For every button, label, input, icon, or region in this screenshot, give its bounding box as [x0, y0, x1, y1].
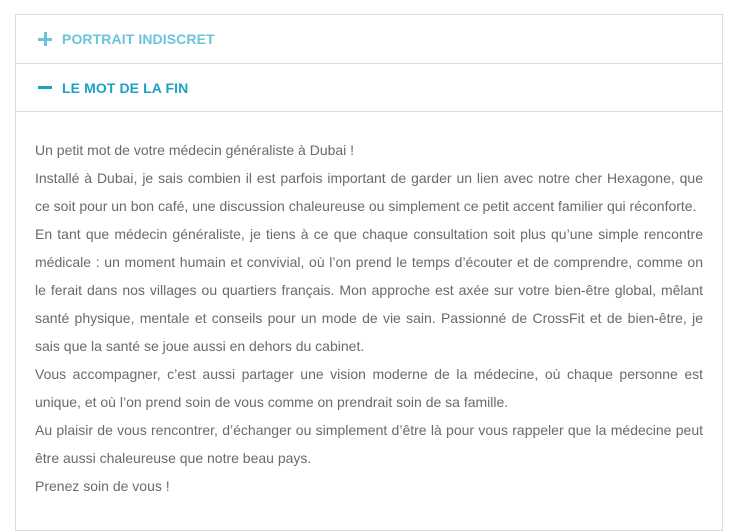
- accordion-header-portrait-indiscret[interactable]: [16, 15, 722, 64]
- paragraph-closing: Prenez soin de vous !: [35, 478, 170, 494]
- accordion-header-le-mot-de-la-fin[interactable]: [16, 64, 722, 112]
- paragraph-approche: En tant que médecin généraliste, je tiens à ce que chaque consultation soit plus qu’une simple rencontre médicale : un moment humain et convivial, où l’on prend le temps d’écouter et de comprendre, comme on le ferait dans nos villages ou quartiers français. Mon approche est axée sur votre bien-être global, mêlant santé physique, mentale et conseils pour un mode de vie sain. Passionné de CrossFit et de bien-être, je sais que la santé se joue aussi en dehors du cabinet.: [35, 226, 703, 354]
- minus-icon: [38, 81, 52, 95]
- paragraph-plaisir: Au plaisir de vous rencontrer, d’échanger ou simplement d’être là pour vous rappeler que la médecine peut être aussi chaleureuse que notre beau pays.: [35, 422, 703, 466]
- accordion-panel-le-mot-de-la-fin: [16, 112, 722, 531]
- paragraph-intro: Un petit mot de votre médecin généraliste à Dubai !: [35, 142, 355, 158]
- accordion-title-portrait-indiscret: PORTRAIT INDISCRET: [62, 31, 215, 47]
- plus-icon: [38, 32, 52, 46]
- paragraph-accompagner: Vous accompagner, c’est aussi partager une vision moderne de la médecine, où chaque personne est unique, et où l’on prend soin de vous comme on prendrait soin de sa famille.: [35, 366, 703, 410]
- accordion: [15, 14, 723, 531]
- paragraph-installe: Installé à Dubai, je sais combien il est parfois important de garder un lien avec notre cher Hexagone, que ce soit pour un bon café, une discussion chaleureuse ou simplement ce petit accent familier qui réconforte.: [35, 170, 703, 214]
- accordion-title-le-mot-de-la-fin: LE MOT DE LA FIN: [62, 79, 189, 96]
